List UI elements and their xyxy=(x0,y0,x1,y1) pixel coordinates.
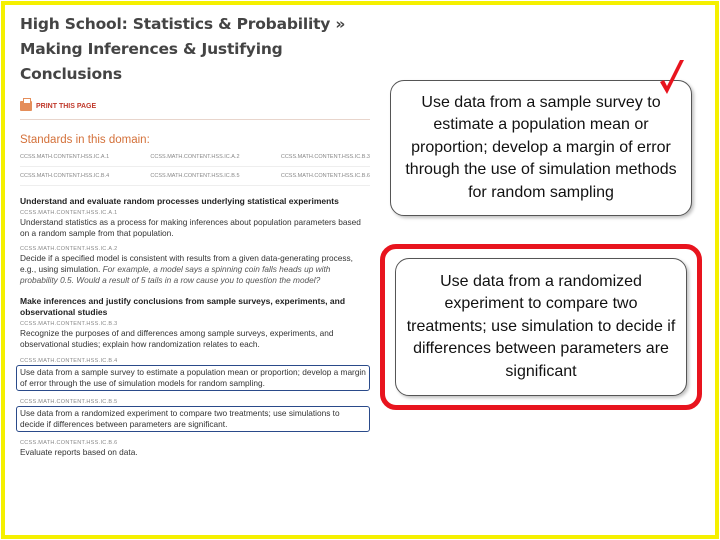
page-title-line1: High School: Statistics & Probability » xyxy=(20,15,346,33)
standards-page xyxy=(20,12,370,458)
divider xyxy=(20,185,370,186)
domain-code-link[interactable]: CCSS.MATH.CONTENT.HSS.IC.B.3 xyxy=(280,154,370,160)
standard-code[interactable]: CCSS.MATH.CONTENT.HSS.IC.A.1 xyxy=(20,210,118,216)
domain-code-link[interactable]: CCSS.MATH.CONTENT.HSS.IC.B.6 xyxy=(280,173,370,179)
domain-code-link[interactable]: CCSS.MATH.CONTENT.HSS.IC.B.4 xyxy=(20,173,110,179)
cluster-heading: Make inferences and justify conclusions from sample surveys, experiments, and observational studies xyxy=(20,296,346,317)
callout-randomized-experiment xyxy=(395,258,687,396)
divider xyxy=(20,119,370,120)
standard-description: Evaluate reports based on data. xyxy=(20,447,138,457)
standard-text: Decide if a specified model is consistent with results from a given data-generating process, e.g., using simulation. xyxy=(20,253,353,274)
standards-heading: Standards in this domain: xyxy=(20,134,150,146)
standard-code[interactable]: CCSS.MATH.CONTENT.HSS.IC.A.2 xyxy=(20,246,118,252)
standard-description xyxy=(20,253,370,286)
callout-sample-survey xyxy=(390,80,692,216)
highlighted-standard-description: Use data from a sample survey to estimate a population mean or proportion; develop a margin of error through the use of simulation models for random sampling. xyxy=(16,365,370,391)
checkmark-icon xyxy=(658,58,686,98)
page-title-line2: Making Inferences & Justifying Conclusions xyxy=(20,40,283,83)
standard-code[interactable]: CCSS.MATH.CONTENT.HSS.IC.B.3 xyxy=(20,321,118,327)
divider xyxy=(20,166,370,167)
standard-description: Understand statistics as a process for making inferences about population parameters based on a random sample from that population. xyxy=(20,217,361,238)
print-page-link[interactable] xyxy=(20,101,370,111)
cluster-heading: Understand and evaluate random processes underlying statistical experiments xyxy=(20,196,339,206)
standard-example: For example, a model says a spinning coin falls heads up with probability 0.5. Would a result of 5 tails in a row cause you to question the model? xyxy=(20,264,331,285)
domain-code-link[interactable]: CCSS.MATH.CONTENT.HSS.IC.A.1 xyxy=(20,154,110,160)
standard-code[interactable]: CCSS.MATH.CONTENT.HSS.IC.B.4 xyxy=(20,358,118,364)
print-label: PRINT THIS PAGE xyxy=(36,102,97,110)
standard-description: Recognize the purposes of and differences among sample surveys, experiments, and observational studies; explain how randomization relates to each. xyxy=(20,328,334,349)
domain-codes-row1 xyxy=(20,154,370,160)
printer-icon xyxy=(20,101,32,111)
callout-text: Use data from a randomized experiment to compare two treatments; use simulation to decide if differences between parameters are significant xyxy=(406,272,676,380)
domain-codes-row2 xyxy=(20,173,370,179)
domain-code-link[interactable]: CCSS.MATH.CONTENT.HSS.IC.B.5 xyxy=(150,173,240,179)
domain-code-link[interactable]: CCSS.MATH.CONTENT.HSS.IC.A.2 xyxy=(150,154,240,160)
callout-text: Use data from a sample survey to estimate a population mean or proportion; develop a margin of error through the use of simulation methods for random sampling xyxy=(405,93,677,201)
highlighted-standard-description: Use data from a randomized experiment to compare two treatments; use simulations to decide if differences between parameters are significant. xyxy=(16,406,370,432)
standard-code[interactable]: CCSS.MATH.CONTENT.HSS.IC.B.5 xyxy=(20,399,118,405)
standard-code[interactable]: CCSS.MATH.CONTENT.HSS.IC.B.6 xyxy=(20,440,118,446)
